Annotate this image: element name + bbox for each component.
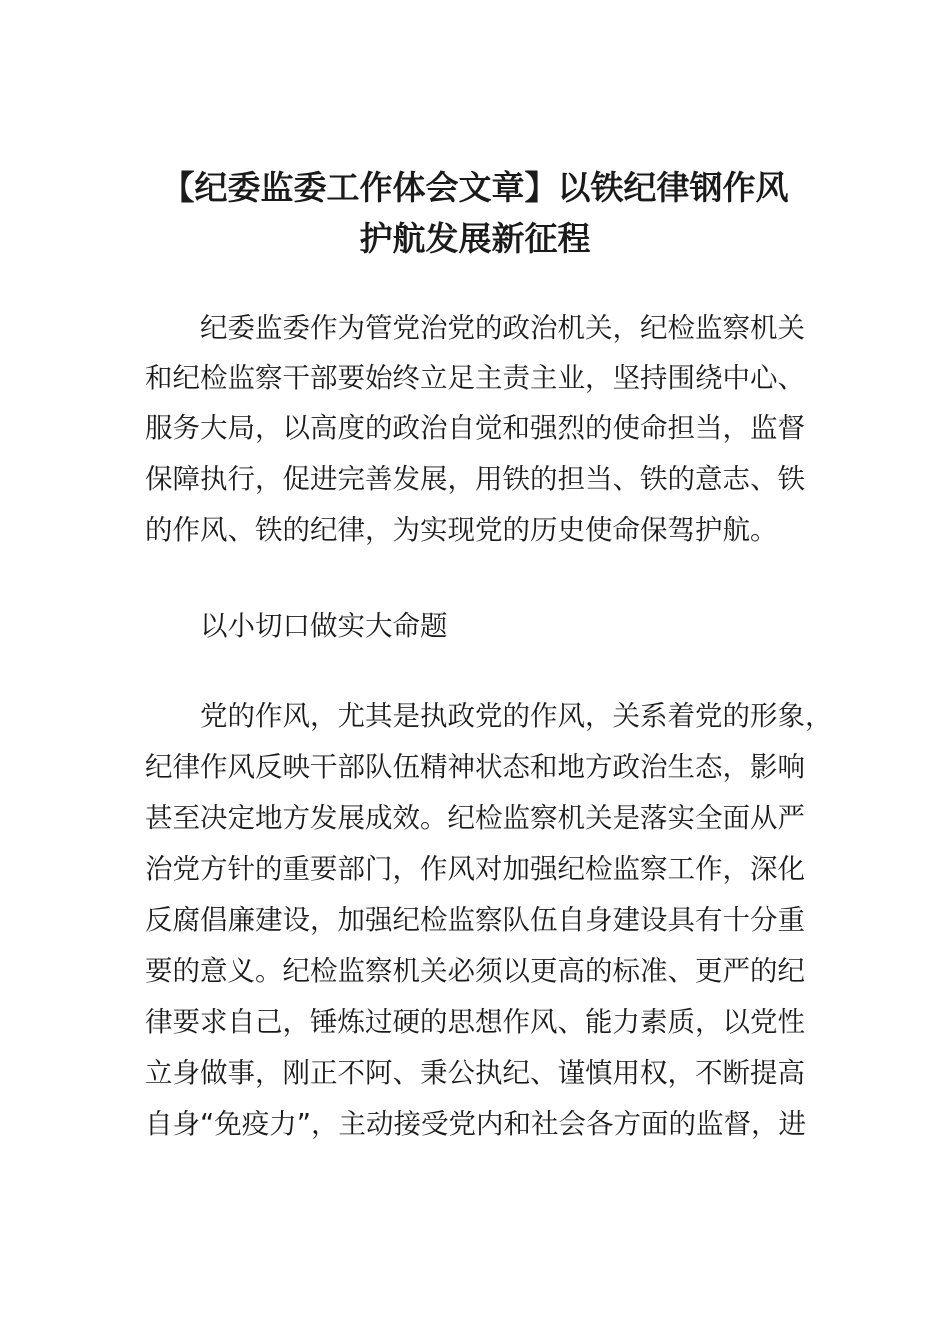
paragraph-2-line-5: 反腐倡廉建设，加强纪检监察队伍自身建设具有十分重 (145, 904, 805, 936)
paragraph-2-line-9: 自身“免疫力”，主动接受党内和社会各方面的监督，进 (145, 1108, 806, 1140)
document-title-line-1: 【纪委监委工作体会文章】以铁纪律钢作风 (161, 168, 789, 207)
paragraph-2-line-7: 律要求自己，锤炼过硬的思想作风、能力素质，以党性 (145, 1006, 805, 1038)
paragraph-2-line-6: 要的意义。纪检监察机关必须以更高的标准、更严的纪 (145, 955, 805, 987)
paragraph-1-line-3: 服务大局，以高度的政治自觉和强烈的使命担当，监督 (145, 412, 805, 444)
paragraph-2-line-2: 纪律作风反映干部队伍精神状态和地方政治生态，影响 (145, 751, 805, 783)
section-heading: 以小切口做实大命题 (200, 610, 448, 642)
paragraph-2-line-3: 甚至决定地方发展成效。纪检监察机关是落实全面从严 (145, 802, 805, 834)
document-title-line-2: 护航发展新征程 (359, 219, 591, 258)
paragraph-1-line-5: 的作风、铁的纪律，为实现党的历史使命保驾护航。 (145, 514, 778, 546)
paragraph-1-line-2: 和纪检监察干部要始终立足主责主业，坚持围绕中心、 (145, 362, 805, 394)
paragraph-2-line-4: 治党方针的重要部门，作风对加强纪检监察工作，深化 (145, 853, 805, 885)
paragraph-1-line-1: 纪委监委作为管党治党的政治机关，纪检监察机关 (200, 312, 805, 344)
paragraph-2-line-8: 立身做事，刚正不阿、秉公执纪、谨慎用权，不断提高 (145, 1057, 805, 1089)
paragraph-2-line-1: 党的作风，尤其是执政党的作风，关系着党的形象， (200, 700, 833, 732)
paragraph-1-line-4: 保障执行，促进完善发展，用铁的担当、铁的意志、铁 (145, 463, 805, 495)
